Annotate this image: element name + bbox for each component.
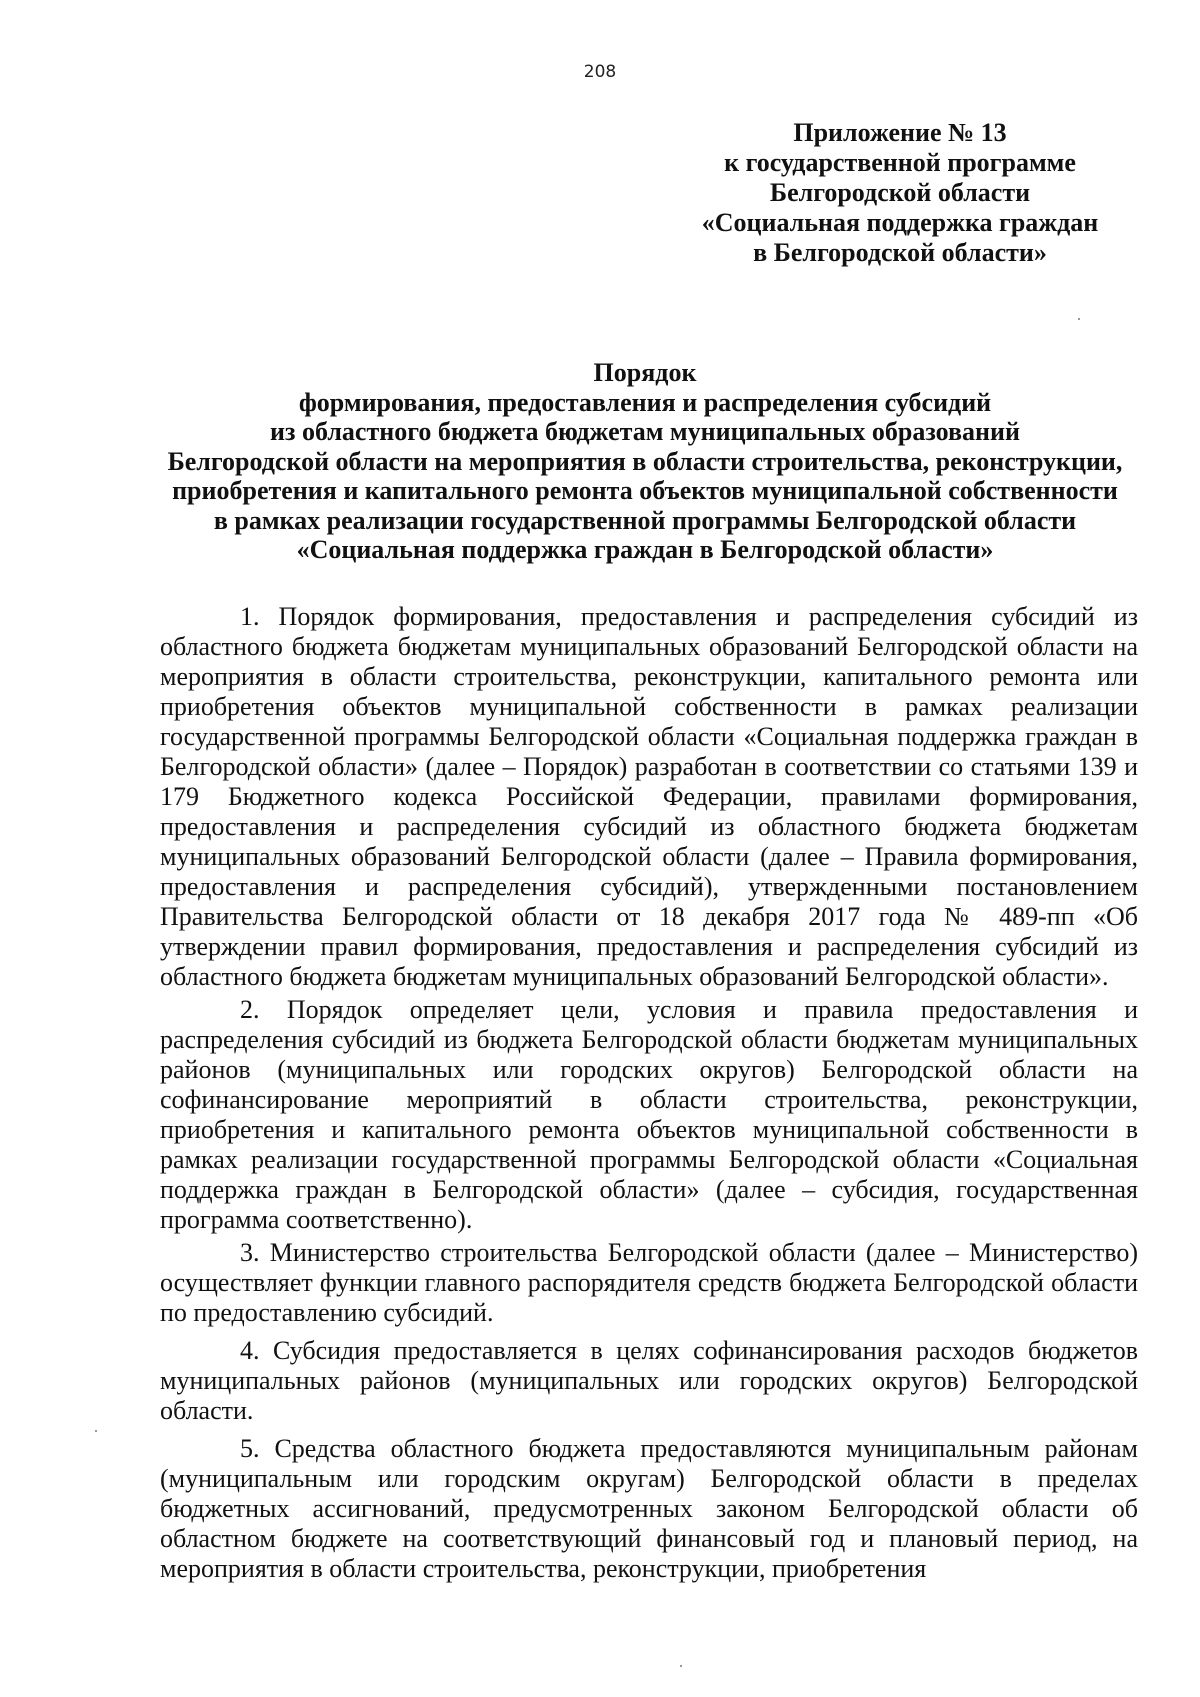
title-line: Порядок [593,358,697,387]
document-title [150,358,1140,565]
title-line: Белгородской области на мероприятия в области строительства, реконструкции, [167,446,1123,476]
title-line: формирования, предоставления и распределения субсидий [298,387,992,417]
appendix-line: в Белгородской области» [753,238,1047,267]
paragraph-1: 1. Порядок формирования, предоставления и распределения субсидий из областного бюджета бюджетам муниципальных образований Белгородской области на мероприятия в области строительства, реконструкции, капитального ремонта или приобретения объектов муниципальной собственности в рамках реализации государственной программы Белгородской области «Социальная поддержка граждан в Белгородской области» (далее – Порядок) разработан в соответствии со статьями 139 и 179 Бюджетного кодекса Российской Федерации, правилами формирования, предоставления и распределения субсидий из областного бюджета бюджетам муниципальных образований Белгородской области (далее – Правила формирования, предоставления и распределения субсидий), утвержденными постановлением Правительства Белгородской области от 18 декабря 2017 года № 489-пп «Об утверждении правил формирования, предоставления и распределения субсидий из областного бюджета бюджетам муниципальных образований Белгородской области». [160,602,1138,991]
paragraph-2: 2. Порядок определяет цели, условия и правила предоставления и распределения субсидий из бюджета Белгородской области бюджетам муниципальных районов (муниципальных или городских округов) Белгородской области на софинансирование мероприятий в области строительства, реконструкции, приобретения и капитального ремонта объектов муниципальной собственности в рамках реализации государственной программы Белгородской области «Социальная поддержка граждан в Белгородской области» (далее – субсидия, государственная программа соответственно). [160,995,1138,1234]
appendix-line: Белгородской области [769,178,1031,207]
appendix-header [680,118,1120,268]
paragraph-4: 4. Субсидия предоставляется в целях софинансирования расходов бюджетов муниципальных районов (муниципальных или городских округов) Белгородской области. [160,1336,1138,1425]
appendix-line: «Социальная поддержка граждан [701,208,1099,237]
scan-speck [95,1430,97,1432]
title-line: из областного бюджета бюджетам муниципальных образований [270,417,1020,446]
title-line: «Социальная поддержка граждан в Белгородской области» [296,535,994,564]
document-body [160,602,1138,1587]
paragraph-5: 5. Средства областного бюджета предоставляются муниципальным районам (муниципальным или городским округам) Белгородской области в пределах бюджетных ассигнований, предусмотренных законом Белгородской области об областном бюджете на соответствующий финансовый год и плановый период, на мероприятия в области строительства, реконструкции, приобретения [160,1434,1138,1583]
title-line: приобретения и капитального ремонта объектов муниципальной собственности [172,476,1118,505]
scan-speck [1078,318,1080,320]
title-line: в рамках реализации государственной программы Белгородской области [213,505,1077,535]
appendix-line: к государственной программе [724,148,1076,177]
paragraph-3: 3. Министерство строительства Белгородской области (далее – Министерство) осуществляет функции главного распорядителя средств бюджета Белгородской области по предоставлению субсидий. [160,1238,1138,1327]
scan-speck [680,1665,682,1667]
appendix-line: Приложение № 13 [793,118,1007,147]
page-number: 208 [583,62,617,82]
